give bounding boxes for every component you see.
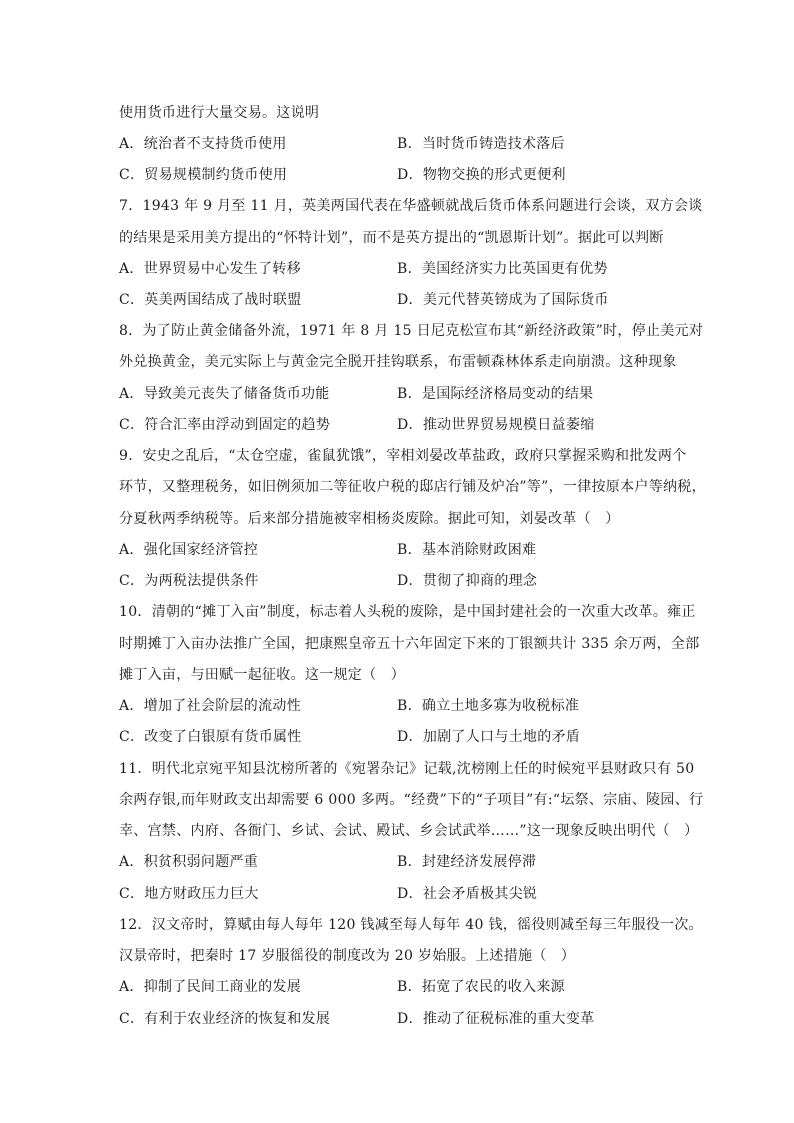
question-7-option-b: B．美国经济实力比英国更有优势: [397, 261, 608, 277]
question-8-option-d: D．推动世界贸易规模日益萎缩: [397, 417, 595, 433]
question-11-option-b: B．封建经济发展停滞: [397, 854, 537, 870]
question-9-option-c: C．为两税法提供条件: [119, 573, 259, 589]
question-6-option-d: D．物物交换的形式更便利: [397, 167, 566, 183]
question-10-option-c: C．改变了白银原有货币属性: [119, 729, 302, 745]
question-11-option-c: C．地方财政压力巨大: [119, 886, 259, 902]
question-7-option-a: A．世界贸易中心发生了转移: [119, 261, 302, 277]
question-12-option-a: A．抑制了民间工商业的发展: [119, 979, 302, 995]
question-12-option-c: C．有利于农业经济的恢复和发展: [119, 1011, 331, 1027]
question-9-stem-line-3: 分夏秋两季纳税等。后来部分措施被宰相杨炎废除。据此可知，刘晏改革（ ）: [119, 511, 620, 527]
question-11-stem-line-1: 11．明代北京宛平知县沈榜所著的《宛署杂记》记载,沈榜刚上任的时候宛平县财政只有 50: [119, 761, 695, 777]
question-10-option-b: B．确立土地多寡为收税标准: [397, 698, 580, 714]
question-8-stem-line-2: 外兑换黄金，美元实际上与黄金完全脱开挂钩联系，布雷顿森林体系走向崩溃。这种现象: [119, 354, 677, 370]
question-9-option-a: A．强化国家经济管控: [119, 542, 259, 558]
question-7-stem-line-1: 7．1943 年 9 月至 11 月，英美两国代表在华盛顿就战后货币体系问题进行会谈，双方会谈: [119, 198, 703, 214]
question-10-option-d: D．加剧了人口与土地的矛盾: [397, 729, 581, 745]
question-9-option-d: D．贯彻了抑商的理念: [397, 573, 538, 589]
question-6-stem-end: 使用货币进行大量交易。这说明: [119, 105, 320, 121]
question-11-option-d: D．社会矛盾极其尖锐: [397, 886, 538, 902]
question-8-option-b: B．是国际经济格局变动的结果: [397, 386, 594, 402]
question-6-option-c: C．贸易规模制约货币使用: [119, 167, 288, 183]
question-10-option-a: A．增加了社会阶层的流动性: [119, 698, 302, 714]
question-12-stem-line-1: 12．汉文帝时，算赋由每人每年 120 钱减至每人每年 40 钱，徭役则减至每三年服役一次。: [119, 917, 703, 933]
question-12-stem-line-2: 汉景帝时，把秦时 17 岁服徭役的制度改为 20 岁始服。上述措施（ ）: [119, 948, 576, 964]
question-9-option-b: B．基本消除财政困难: [397, 542, 537, 558]
question-7-stem-line-2: 的结果是采用美方提出的“怀特计划”，而不是英方提出的“凯恩斯计划”。据此可以判断: [119, 230, 664, 246]
question-9-stem-line-1: 9．安史之乱后，“太仓空虚，雀鼠犹饿”，宰相刘晏改革盐政，政府只掌握采购和批发两个: [119, 448, 687, 464]
question-10-stem-line-1: 10．清朝的“摊丁入亩”制度，标志着人头税的废除，是中国封建社会的一次重大改革。雍正: [119, 604, 696, 620]
question-11-option-a: A．积贫积弱问题严重: [119, 854, 259, 870]
question-10-stem-line-3: 摊丁入亩，与田赋一起征收。这一规定（ ）: [119, 667, 405, 683]
question-9-stem-line-2: 环节，又整理税务，如旧例须加二等征收户税的邸店行铺及炉冶”等”，一律按原本户等纳税，: [119, 479, 706, 495]
question-8-option-c: C．符合汇率由浮动到固定的趋势: [119, 417, 331, 433]
question-10-stem-line-2: 时期摊丁入亩办法推广全国，把康熙皇帝五十六年固定下来的丁银额共计 335 余万两，全部: [119, 636, 700, 652]
question-8-option-a: A．导致美元丧失了储备货币功能: [119, 386, 330, 402]
question-6-option-a: A．统治者不支持货币使用: [119, 136, 287, 152]
question-11-stem-line-2: 余两存银,而年财政支出却需要 6 000 多两。“经费”下的“子项目”有:“坛祭、宗庙、陵园、行: [119, 792, 704, 808]
question-12-option-b: B．拓宽了农民的收入来源: [397, 979, 565, 995]
question-7-option-d: D．美元代替英镑成为了国际货币: [397, 292, 609, 308]
question-11-stem-line-3: 幸、宫禁、内府、各衙门、乡试、会试、殿试、乡会试武举……”这一现象反映出明代（ ）: [119, 823, 699, 839]
question-7-option-c: C．英美两国结成了战时联盟: [119, 292, 302, 308]
question-8-stem-line-1: 8．为了防止黄金储备外流，1971 年 8 月 15 日尼克松宣布其“新经济政策”时，停止美元对: [119, 323, 704, 339]
question-12-option-d: D．推动了征税标准的重大变革: [397, 1011, 595, 1027]
question-6-option-b: B．当时货币铸造技术落后: [397, 136, 565, 152]
